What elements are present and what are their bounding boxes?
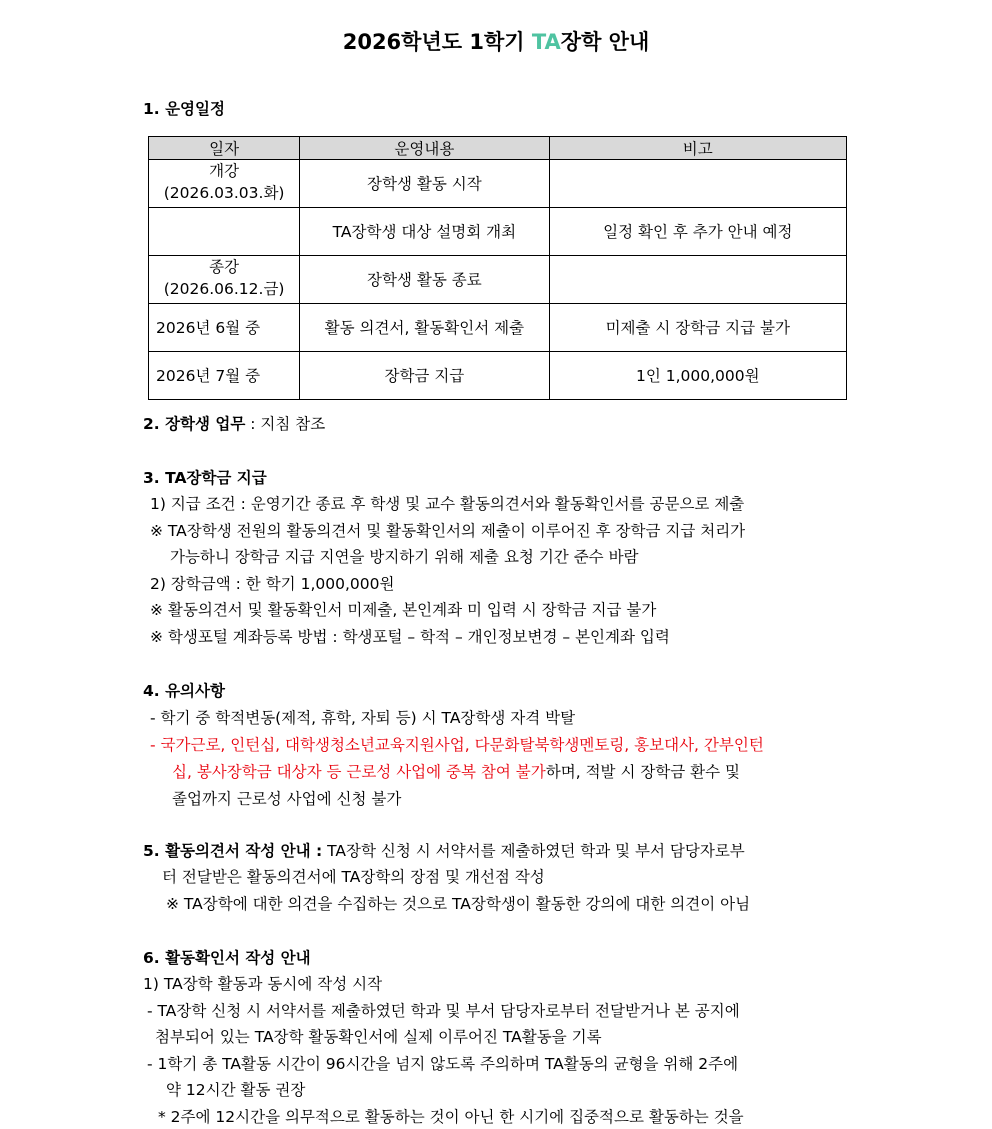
date-label: 종강	[209, 257, 240, 276]
sec3-line: ※ TA장학생 전원의 활동의견서 및 활동확인서의 제출이 이루어진 후 장학금 지급 처리가	[150, 522, 746, 540]
section-3-heading: 3. TA장학금 지급	[143, 469, 267, 487]
sec6-line: - TA장학 신청 시 서약서를 제출하였던 학과 및 부서 담당자로부터 전달받거나 본 공지에	[147, 1002, 740, 1020]
row-date: 2026년 7월 중	[149, 352, 300, 400]
section-4-heading: 4. 유의사항	[143, 682, 225, 700]
section-2-text: : 지침 참조	[245, 415, 326, 433]
sec4-line: 졸업까지 근로성 사업에 신청 불가	[172, 790, 402, 808]
date-label: 개강	[209, 161, 240, 180]
sec6-line: - 1학기 총 TA활동 시간이 96시간을 넘지 않도록 주의하며 TA활동의 균형을 위해 2주에	[147, 1055, 739, 1073]
sec3-line: ※ 활동의견서 및 활동확인서 미제출, 본인계좌 미 입력 시 장학금 지급 불가	[150, 601, 657, 619]
date-value: (2026.06.12.금)	[163, 279, 285, 298]
row-content: 활동 의견서, 활동확인서 제출	[300, 304, 549, 352]
schedule-row	[149, 160, 847, 208]
row-date	[149, 160, 300, 208]
row-date	[149, 256, 300, 304]
sec3-line: 1) 지급 조건 : 운영기간 종료 후 학생 및 교수 활동의견서와 활동확인서를 공문으로 제출	[150, 495, 745, 513]
row-date	[149, 208, 300, 256]
title-prefix: 2026학년도 1학기	[342, 30, 532, 54]
title-suffix: 장학 안내	[560, 30, 650, 54]
sec4-text: 하며, 적발 시 장학금 환수 및	[545, 763, 741, 781]
row-note: 일정 확인 후 추가 안내 예정	[549, 208, 846, 256]
schedule-row	[149, 256, 847, 304]
section-2-title: 2. 장학생 업무	[143, 415, 246, 433]
row-note: 미제출 시 장학금 지급 불가	[549, 304, 846, 352]
header-date: 일자	[149, 137, 300, 160]
schedule-row	[149, 208, 847, 256]
section-2-heading	[143, 412, 325, 434]
section-5-text: TA장학 신청 시 서약서를 제출하였던 학과 및 부서 담당자로부	[322, 842, 745, 860]
sec5-line: 터 전달받은 활동의견서에 TA장학의 장점 및 개선점 작성	[162, 868, 545, 886]
header-content: 운영내용	[300, 137, 549, 160]
sec6-line: 첨부되어 있는 TA장학 활동확인서에 실제 이루어진 TA활동을 기록	[155, 1028, 602, 1046]
sec4-line	[172, 760, 740, 782]
row-content: TA장학생 대상 설명회 개최	[300, 208, 549, 256]
row-content: 장학생 활동 종료	[300, 256, 549, 304]
sec6-line: 약 12시간 활동 권장	[166, 1081, 306, 1099]
row-date: 2026년 6월 중	[149, 304, 300, 352]
sec6-line: 1) TA장학 활동과 동시에 작성 시작	[143, 975, 383, 993]
schedule-header-row	[149, 137, 847, 160]
schedule-table	[148, 136, 847, 400]
section-1-heading: 1. 운영일정	[143, 100, 225, 118]
row-note: 1인 1,000,000원	[549, 352, 846, 400]
sec3-line: 가능하니 장학금 지급 지연을 방지하기 위해 제출 요청 기간 준수 바람	[170, 548, 639, 566]
section-6-heading: 6. 활동확인서 작성 안내	[143, 949, 311, 967]
sec3-line: ※ 학생포털 계좌등록 방법 : 학생포털 – 학적 – 개인정보변경 – 본인계좌 입력	[150, 628, 670, 646]
header-note: 비고	[549, 137, 846, 160]
schedule-row	[149, 304, 847, 352]
row-content: 장학금 지급	[300, 352, 549, 400]
title-ta: TA	[531, 30, 561, 54]
sec4-line: - 학기 중 학적변동(제적, 휴학, 자퇴 등) 시 TA장학생 자격 박탈	[150, 709, 576, 727]
sec4-warning-line: - 국가근로, 인턴십, 대학생청소년교육지원사업, 다문화탈북학생멘토링, 홍보대사, 간부인턴	[150, 736, 764, 754]
row-note	[549, 160, 846, 208]
date-value: (2026.03.03.화)	[163, 183, 285, 202]
sec6-line: * 2주에 12시간을 의무적으로 활동하는 것이 아닌 한 시기에 집중적으로 활동하는 것을	[158, 1108, 744, 1126]
document-title	[0, 26, 992, 56]
row-content: 장학생 활동 시작	[300, 160, 549, 208]
sec4-warning-text: 십, 봉사장학금 대상자 등 근로성 사업에 중복 참여 불가	[172, 763, 546, 781]
row-note	[549, 256, 846, 304]
section-5-heading	[143, 839, 745, 861]
section-5-title: 5. 활동의견서 작성 안내 :	[143, 842, 323, 860]
schedule-row	[149, 352, 847, 400]
sec5-line: ※ TA장학에 대한 의견을 수집하는 것으로 TA장학생이 활동한 강의에 대한 의견이 아님	[166, 895, 751, 913]
sec3-line: 2) 장학금액 : 한 학기 1,000,000원	[150, 575, 395, 593]
